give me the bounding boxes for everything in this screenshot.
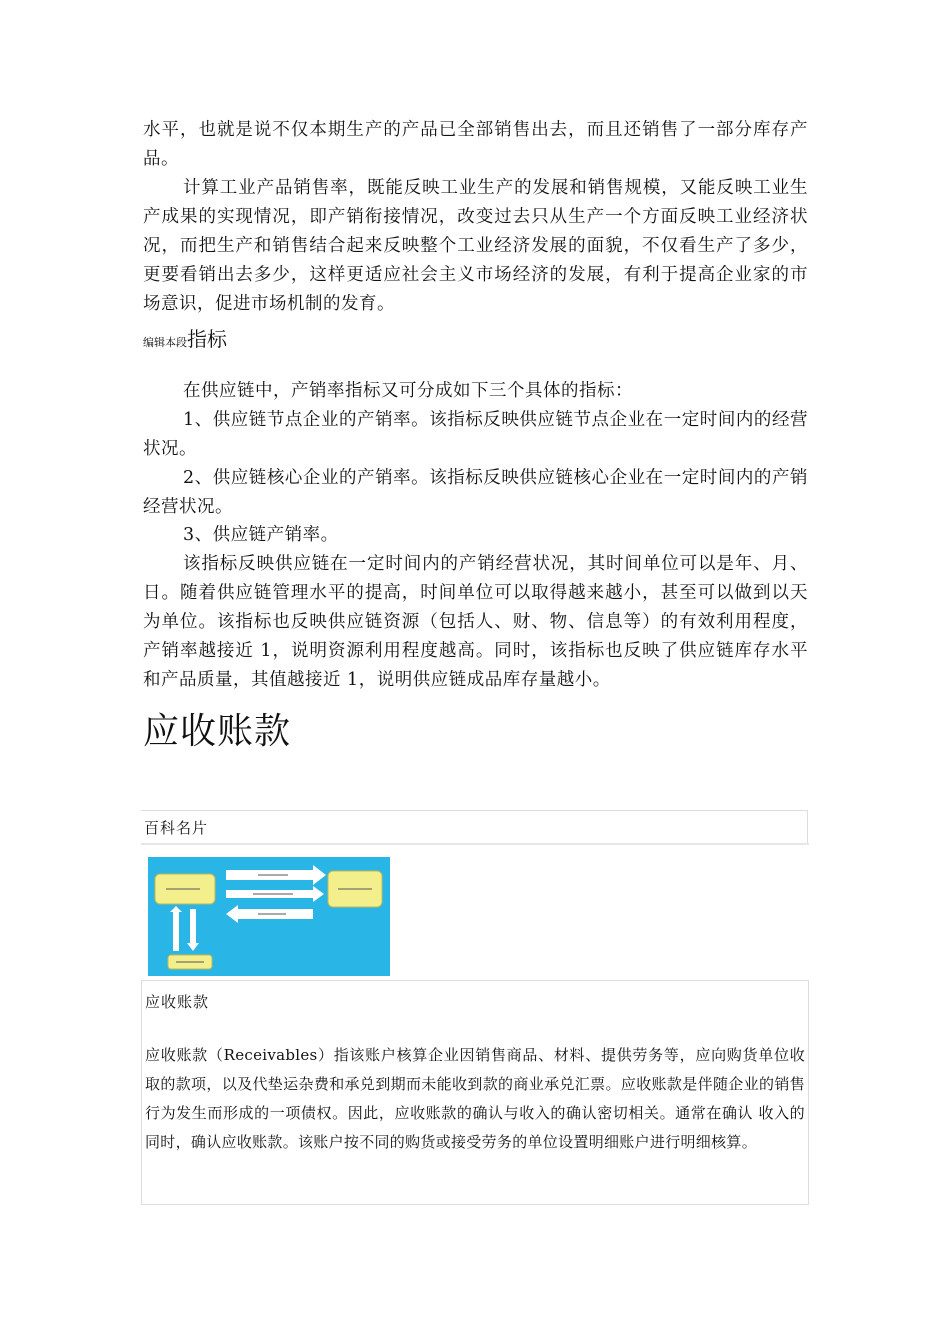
card-divider [141,843,809,845]
indicator-detail: 该指标反映供应链在一定时间内的产销经营状况，其时间单位可以是年、月、日。随着供应链管理水平的提高，时间单位可以取得越来越小，甚至可以做到以天为单位。该指标也反映供应链资源（包括人、财、物、信息等）的有效利用程度，产销率越接近 1，说明资源利用程度越高。同时，该指标也反映了供应链库存水平和产品质量，其值越接近 1，说明供应链成品库存量越小。 [143,554,808,690]
card-header-label: 百科名片 [144,819,209,837]
encyclopedia-card-header [141,810,808,844]
edit-section-link[interactable]: 编辑本段 [143,336,187,349]
indicators-intro: 在供应链中，产销率指标又可分成如下三个具体的指标： [183,381,633,401]
indicator-item-1: 1、供应链节点企业的产销率。该指标反映供应链节点企业在一定时间内的经营状况。 [143,410,808,459]
receivables-flow-diagram [148,857,390,976]
card-description: 应收账款（Receivables）指该账户核算企业因销售商品、材料、提供劳务等，应向购货单位收取的款项，以及代垫运杂费和承兑到期而未能收到款的商业承兑汇票。应收账款是伴随企业的销售行为发生而形成的一项债权。因此，应收账款的确认与收入的确认密切相关。通常在确认 收入的同时，确认应收账款。该账户按不同的购货或接受劳务的单位设置明细账户进行明细核算。 [145,1046,805,1151]
card-subtitle: 应收账款 [145,993,210,1011]
paragraph-sales-rate-meaning: 计算工业产品销售率，既能反映工业生产的发展和销售规模，又能反映工业生产成果的实现情况，即产销衔接情况，改变过去只从生产一个方面反映工业经济状况，而把生产和销售结合起来反映整个工业经济发展的面貌，不仅看生产了多少，更要看销出去多少，这样更适应社会主义市场经济的发展，有利于提高企业家的市场意识，促进市场机制的发育。 [143,178,808,314]
receivables-title: 应收账款 [143,711,292,752]
indicator-item-2: 2、供应链核心企业的产销率。该指标反映供应链核心企业在一定时间内的产销经营状况。 [143,468,808,517]
section-title: 指标 [187,327,227,351]
section-heading [143,326,227,356]
encyclopedia-card-body [141,980,809,1205]
indicator-item-3: 3、供应链产销率。 [183,525,339,545]
paragraph-sales-level: 水平，也就是说不仅本期生产的产品已全部销售出去，而且还销售了一部分库存产品。 [143,120,808,169]
